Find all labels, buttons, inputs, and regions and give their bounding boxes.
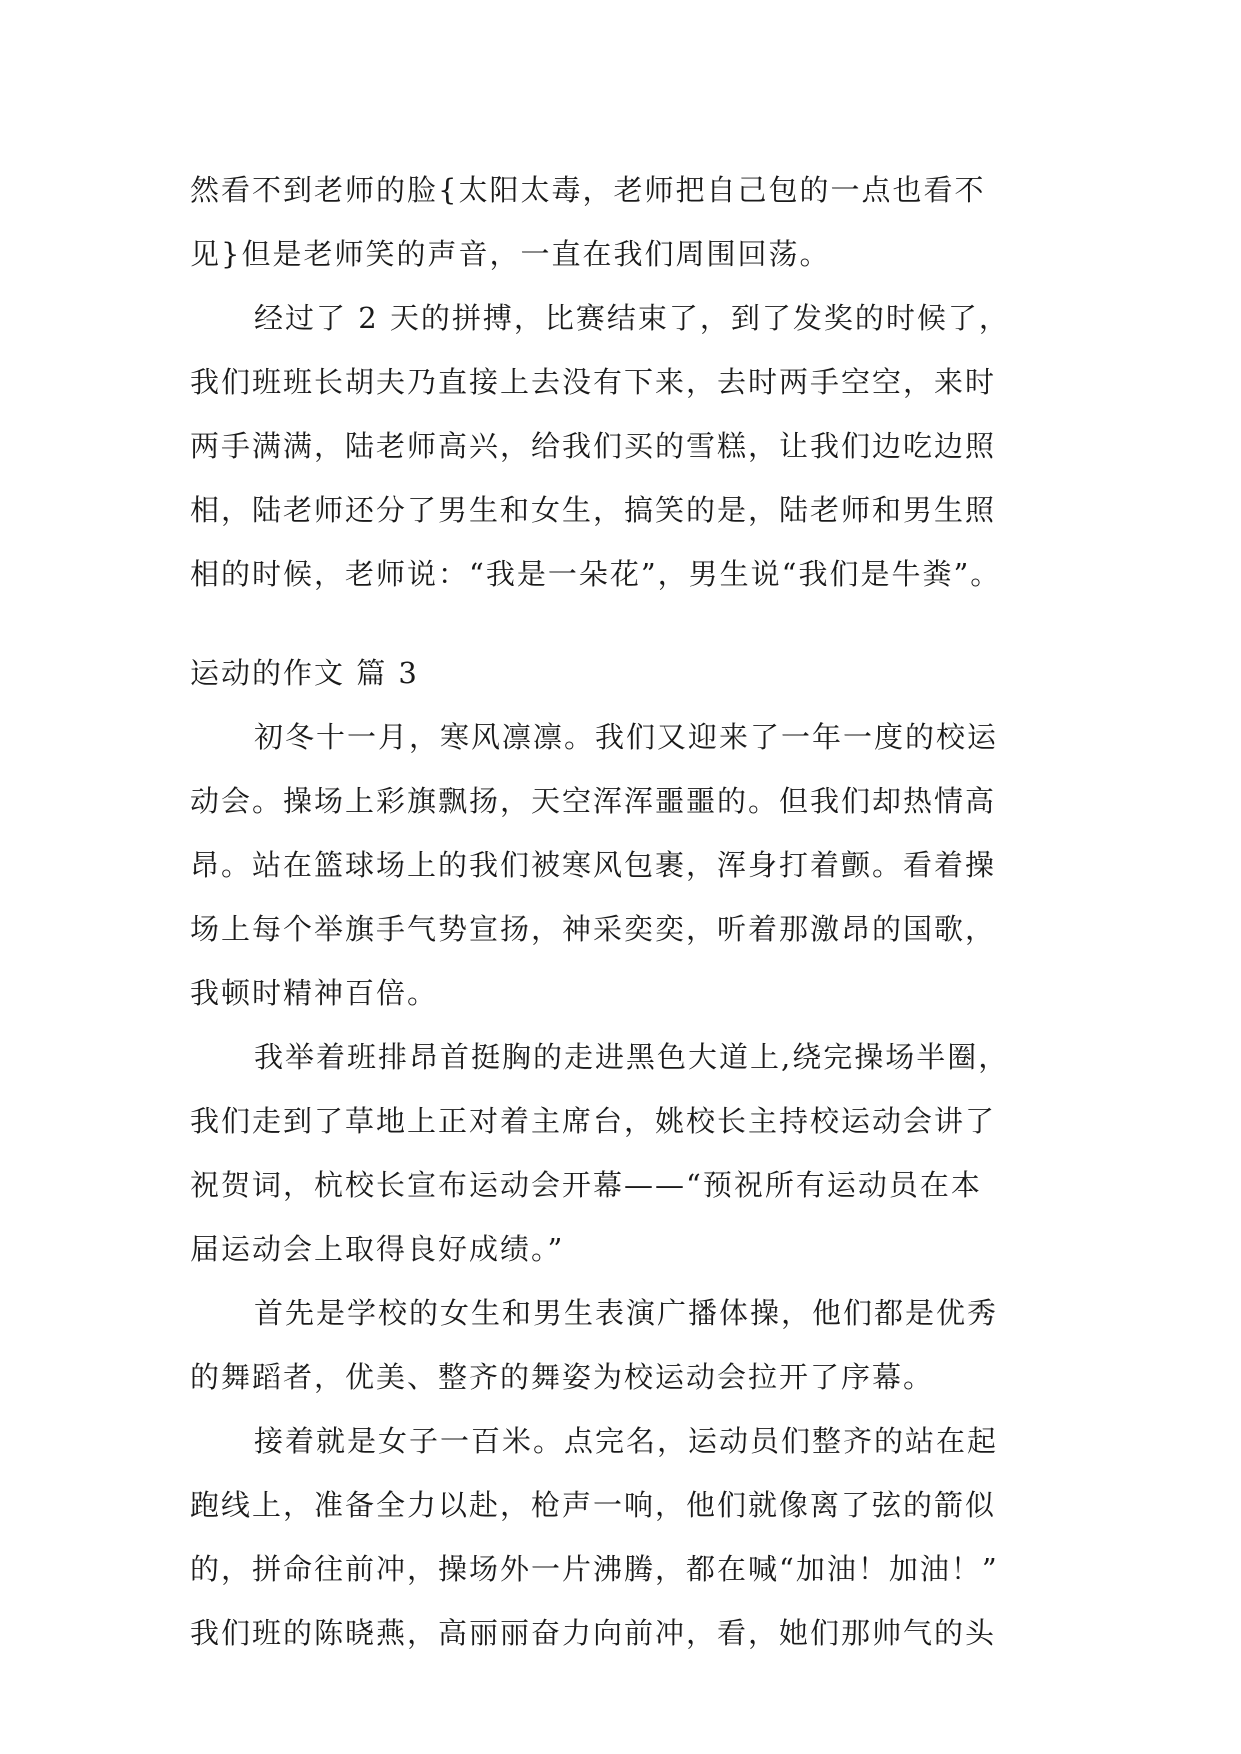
document-body bbox=[190, 158, 1060, 1665]
text-line: 昂。站在篮球场上的我们被寒风包裹，浑身打着颤。看着操 bbox=[190, 848, 997, 882]
text-line: 然看不到老师的脸{太阳太毒，老师把自己包的一点也看不 bbox=[190, 173, 986, 207]
text-line: 届运动会上取得良好成绩。” bbox=[190, 1232, 565, 1266]
text-line: 接着就是女子一百米。点完名，运动员们整齐的站在起 bbox=[254, 1424, 999, 1458]
text-line: 祝贺词，杭校长宣布运动会开幕——“预祝所有运动员在本 bbox=[190, 1168, 982, 1202]
text-line: 相，陆老师还分了男生和女生，搞笑的是，陆老师和男生照 bbox=[190, 493, 997, 527]
text-line: 场上每个举旗手气势宣扬，神采奕奕，听着那激昂的国歌， bbox=[190, 912, 997, 946]
intro-paragraph bbox=[190, 158, 1060, 286]
gymnastics-paragraph bbox=[190, 1281, 1060, 1409]
text-line: 经过了 2 天的拼搏，比赛结束了，到了发奖的时候了， bbox=[254, 301, 1010, 335]
text-line: 的，拼命往前冲，操场外一片沸腾，都在喊“加油！加油！” bbox=[190, 1552, 999, 1586]
text-line: 跑线上，准备全力以赴，枪声一响，他们就像离了弦的箭似 bbox=[190, 1488, 997, 1522]
text-line: 初冬十一月，寒风凛凛。我们又迎来了一年一度的校运 bbox=[254, 720, 999, 754]
text-line: 两手满满，陆老师高兴，给我们买的雪糕，让我们边吃边照 bbox=[190, 429, 997, 463]
text-line: 我们班班长胡夫乃直接上去没有下来，去时两手空空，来时 bbox=[190, 365, 997, 399]
sprint-paragraph bbox=[190, 1409, 1060, 1665]
section-title: 运动的作文 篇 3 bbox=[190, 656, 419, 690]
text-line: 我们班的陈晓燕，高丽丽奋力向前冲，看，她们那帅气的头 bbox=[190, 1616, 997, 1650]
text-line: 动会。操场上彩旗飘扬，天空浑浑噩噩的。但我们却热情高 bbox=[190, 784, 997, 818]
text-line: 的舞蹈者，优美、整齐的舞姿为校运动会拉开了序幕。 bbox=[190, 1360, 935, 1394]
text-line: 我们走到了草地上正对着主席台，姚校长主持校运动会讲了 bbox=[190, 1104, 997, 1138]
opening-paragraph bbox=[190, 705, 1060, 1025]
text-line: 见}但是老师笑的声音，一直在我们周围回荡。 bbox=[190, 237, 831, 271]
text-line: 首先是学校的女生和男生表演广播体操，他们都是优秀 bbox=[254, 1296, 999, 1330]
award-paragraph bbox=[190, 286, 1060, 606]
march-paragraph bbox=[190, 1025, 1060, 1281]
text-line: 相的时候，老师说：“我是一朵花”，男生说“我们是牛粪”。 bbox=[190, 557, 1002, 591]
text-line: 我顿时精神百倍。 bbox=[190, 976, 439, 1010]
text-line: 我举着班排昂首挺胸的走进黑色大道上,绕完操场半圈， bbox=[254, 1040, 1010, 1074]
